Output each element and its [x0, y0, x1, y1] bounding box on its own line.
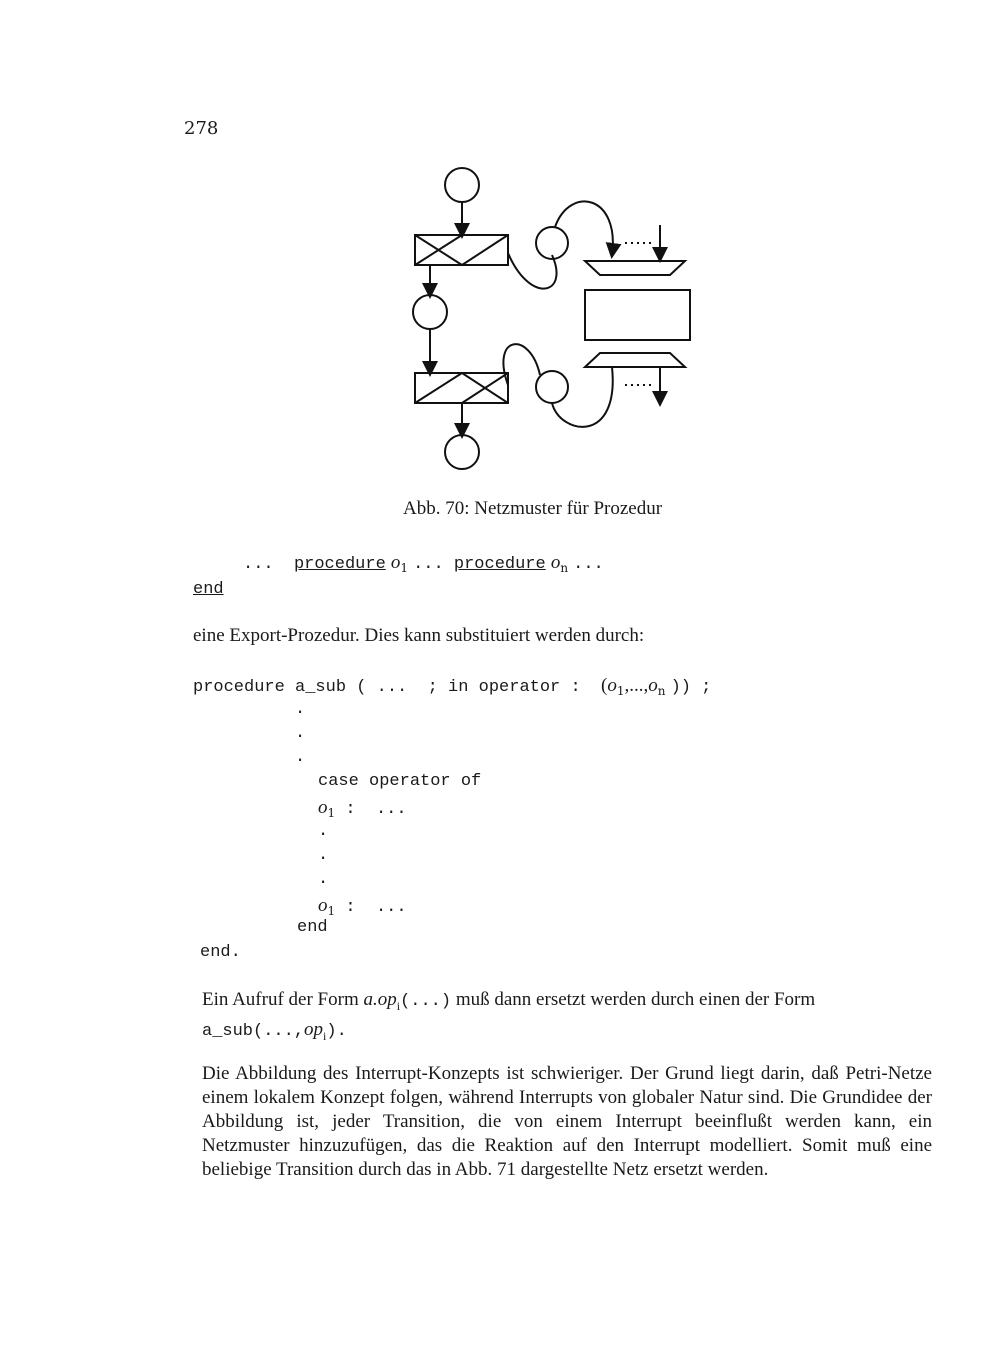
dot: . — [318, 870, 329, 889]
sub-call-end: ). — [326, 1021, 347, 1041]
operator-var: o — [550, 552, 561, 573]
ellipsis: ... — [573, 555, 604, 574]
paragraph-interrupt: Die Abbildung des Interrupt-Konzepts ist schwieriger. Der Grund liegt darin, daß Petri-Netze einem lokalem Konzept folgen, während Interrupts von globaler Natur sind. Die Grundidee der Abbildung ist, jeder Transition, die von einem Interrupt beeinflußt werden kann, ein Netzmuster hinzuzufügen, das die Reaktion auf den Interrupt modelliert. Somit muß eine beliebige Transition durch das in Abb. 71 dargestellte Netz ersetzt werden. — [202, 1063, 932, 1180]
ellipsis: ... — [243, 555, 274, 574]
figure-caption: Abb. 70: Netzmuster für Prozedur — [403, 498, 663, 519]
tuple-var: o — [648, 675, 658, 696]
branch-rest: : ... — [335, 800, 407, 819]
tuple-open: ( — [601, 675, 608, 696]
branch-var: o — [318, 895, 328, 916]
dot: . — [318, 822, 329, 841]
procedure-body — [585, 290, 690, 340]
operator-subscript: 1 — [400, 561, 409, 576]
place-return-link — [536, 371, 568, 403]
transition-return — [415, 373, 508, 403]
proc-head: procedure a_sub ( ... ; in operator : — [193, 678, 581, 697]
para1-pre: Ein Aufruf der Form — [202, 989, 364, 1010]
para1-post: muß dann ersetzt werden durch einen der Form — [451, 989, 816, 1010]
sub-call-op: op — [304, 1018, 324, 1040]
place-end — [445, 435, 479, 469]
tuple-sub: 1 — [616, 684, 625, 699]
dot: . — [295, 724, 306, 743]
call-sub: i — [396, 998, 401, 1013]
ellipsis: ... — [413, 555, 444, 574]
procedure-keyword: procedure — [293, 555, 386, 574]
outer-end: end. — [200, 943, 241, 962]
page-number: 278 — [184, 118, 219, 139]
transition-call — [415, 235, 508, 265]
sub-call-sub: i — [323, 1028, 327, 1043]
sub-call: a_sub(..., — [202, 1021, 305, 1041]
paragraph-call — [202, 988, 932, 1048]
export-sentence: eine Export-Prozedur. Dies kann substituiert werden durch: — [193, 625, 645, 646]
operator-var: o — [390, 552, 401, 573]
case-line: case operator of — [318, 772, 482, 791]
tuple-sub: n — [657, 684, 666, 699]
branch-var: o — [318, 797, 328, 818]
procedure-keyword: procedure — [453, 555, 546, 574]
procedure-exit — [585, 353, 685, 367]
inner-end: end — [297, 918, 328, 937]
branch-sub: 1 — [327, 904, 336, 919]
procedure-declaration — [193, 675, 711, 698]
petri-net-diagram — [380, 155, 720, 475]
code-procedure-list — [243, 552, 604, 575]
proc-tail: )) ; — [670, 678, 712, 697]
operator-subscript: n — [560, 561, 569, 576]
procedure-entry — [585, 261, 685, 275]
case-branch — [318, 895, 407, 918]
case-branch — [318, 797, 407, 820]
place-call-link — [536, 227, 568, 259]
branch-rest: : ... — [335, 898, 407, 917]
branch-sub: 1 — [327, 806, 336, 821]
call-args: (...) — [400, 992, 452, 1011]
dot: . — [295, 700, 306, 719]
tuple-mid: ,..., — [624, 675, 649, 696]
dot: . — [295, 748, 306, 767]
dot: . — [318, 846, 329, 865]
call-expr: a.op — [363, 989, 397, 1010]
end-keyword: end — [193, 580, 224, 599]
place-middle — [413, 295, 447, 329]
place-start — [445, 168, 479, 202]
tuple-var: o — [607, 675, 617, 696]
